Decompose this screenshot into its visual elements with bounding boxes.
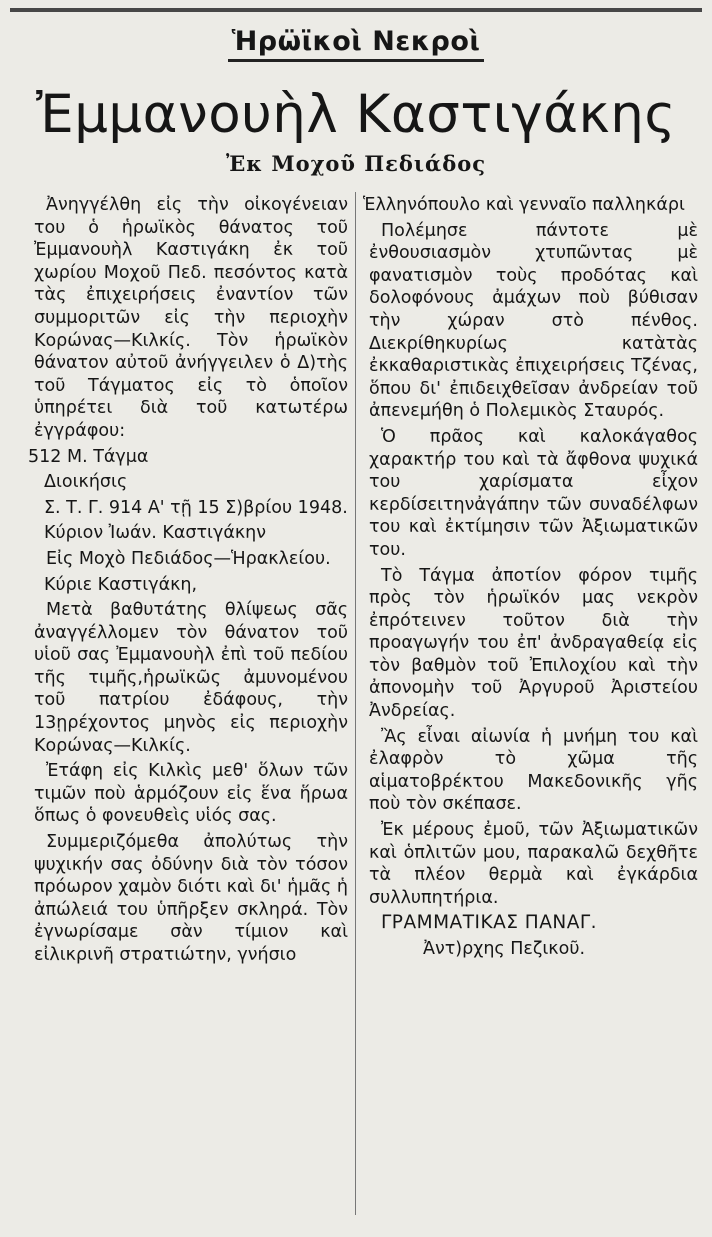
letter-salutation: Κύριε Καστιγάκη, xyxy=(44,574,198,595)
letter-reference: Σ. Τ. Γ. 914 Α' τῇ 15 Σ)βρίου 1948. xyxy=(44,497,348,518)
paragraph: Ἀνηγγέλθη εἰς τὴν οἰκογένειαν του ὁ ἡρωϊκὸς θάνατος τοῦ Ἐμμανουὴλ Καστιγάκη ἐκ τοῦ χωρίου Μοχοῦ Πεδ. πεσόντος κατὰ τὰς ἐπιχειρήσεις ἐναντίον τῶν συμμοριτῶν εἰς τὴν περιοχὴν Κορώνας—Κιλκίς. Τὸν ἡρωϊκὸν θάνατον αὐτοῦ ἀνήγγειλεν ὁ Δ)τὴς τοῦ Τάγματος εἰς τὸ ὁποῖον ὑπηρέτει διὰ τοῦ κατωτέρω ἐγγράφου: xyxy=(34,195,348,441)
subheadline: Ἐκ Μοχοῦ Πεδιάδος xyxy=(226,151,486,176)
paragraph: Ἂς εἶναι αἰωνία ἡ μνήμη του καὶ ἐλαφρὸν τὸ χῶμα τῆς αἱματοβρέκτου Μακεδονικῆς γῆς ποὺ τὸν σκέπασε. xyxy=(369,726,698,815)
signature-rank: Ἀντ)ρχης Πεζικοῦ. xyxy=(423,939,586,959)
paragraph: Ἐκ μέρους ἐμοῦ, τῶν Ἀξιωματικῶν καὶ ὁπλιτῶν μου, παρακαλῶ δεχθῆτε τὰ πλέον θερμὰ καὶ ἐγκάρδια συλλυπητήρια. xyxy=(369,820,698,908)
signature-name: ΓΡΑΜΜΑΤΙΚΑΣ ΠΑΝΑΓ. xyxy=(381,912,598,934)
section-kicker xyxy=(0,26,712,57)
letter-address: Εἰς Μοχὸ Πεδιάδος—Ἡρακλείου. xyxy=(46,548,331,569)
column-divider xyxy=(355,192,356,1215)
kicker-text: Ἡρω̈ϊκοὶ Νεκροὶ xyxy=(228,26,485,62)
paragraph: Ὁ πρᾶος καὶ καλοκάγαθος χαρακτήρ του καὶ τὰ ἄφθονα ψυχικά του χαρίσματα εἶχον κερδίσειτηνἀγάπην τῶν συναδέλφων του καὶ ἐκτίμησιν τῶν Ἀξιωματικῶν του. xyxy=(369,426,698,560)
paragraph: Συμμεριζόμεθα ἀπολύτως τὴν ψυχικήν σας ὀδύνην διὰ τὸν τόσον πρόωρον χαμὸν διότι καὶ δι' ἡμᾶς ἡ ἀπώλειά του ὑπῆρξεν σκληρά. Τὸν ἐγνωρίσαμε σὰν τίμιον καὶ εἰλικρινῆ στρατιώτην, γνήσιο xyxy=(34,832,348,965)
headline: Ἐμμανουὴλ Καστιγάκης xyxy=(36,84,676,145)
top-rule xyxy=(10,8,702,12)
paragraph: Πολέμησε πάντοτε μὲ ἐνθουσιασμὸν χτυπῶντας μὲ φανατισμὸν τοὺς προδότας καὶ δολοφόνους ἀμάχων ποὺ βύθισαν τὴν χώραν στὸ πένθος. Διεκρίθηκυρίως κατὰτὰς ἐκκαθαριστικὰς ἐπιχειρήσεις Τζένας, ὅπου δι' ἐπιδειχθεῖσαν ἀνδρείαν τοῦ ἀπενεμήθη ὁ Πολεμικὸς Σταυρός. xyxy=(369,220,698,422)
paragraph: Ἐτάφη εἰς Κιλκὶς μεθ' ὅλων τῶν τιμῶν ποὺ ἁρμόζουν εἰς ἕνα ἥρωα ὅπως ὁ φονευθεὶς υἱός σας. xyxy=(34,761,348,827)
letter-office: Διοικήσις xyxy=(44,472,128,493)
left-column xyxy=(28,194,348,970)
paragraph: Μετὰ βαθυτάτης θλίψεως σᾶς ἀναγγέλλομεν τὸν θάνατον τοῦ υἱοῦ σας Ἐμμανουὴλ ἐπὶ τοῦ πεδίου τῆς τιμῆς,ἡρωϊκῶς ἀμυνομένου τοῦ πατρίου ἐδάφους, τὴν 13ῃρέχοντος μηνὸς εἰς περιοχὴν Κορώνας—Κιλκίς. xyxy=(34,600,348,756)
paragraph: Τὸ Τάγμα ἀποτίον φόρον τιμῆς πρὸς τὸν ἡρωϊκόν μας νεκρὸν ἐπρότεινεν τοῦτον διὰ τὴν προαγωγήν του ἐπ' ἀνδραγαθείᾳ εἰς τὸν βαθμὸν τοῦ Ἐπιλοχίου καὶ τὴν ἀπονομὴν τοῦ Ἀργυροῦ Ἀριστείου Ἀνδρείας. xyxy=(369,565,698,722)
letter-unit: 512 Μ. Τάγμα xyxy=(28,446,149,467)
right-column xyxy=(363,194,698,964)
letter-recipient: Κύριον Ἰωάν. Καστιγάκην xyxy=(44,523,267,544)
paragraph: Ἑλληνόπουλο καὶ γενναῖο παλληκάρι xyxy=(363,195,685,215)
